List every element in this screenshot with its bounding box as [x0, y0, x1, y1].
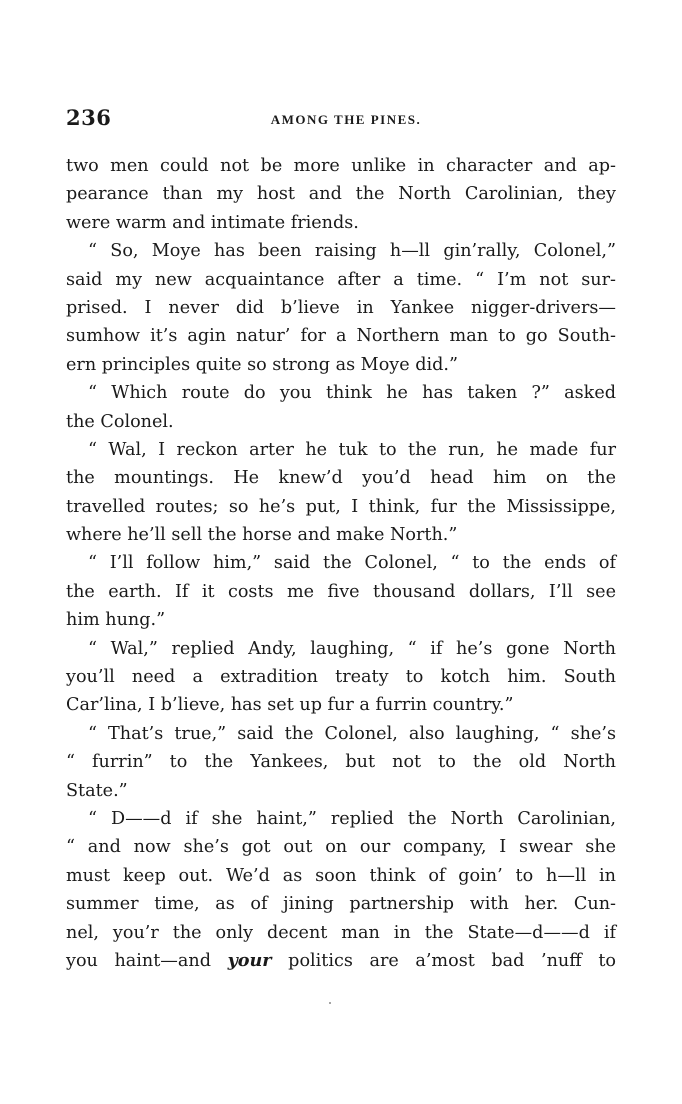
text-line: “ furrin” to the Yankees, but not to the old North	[66, 752, 616, 773]
text-line: said my new acquaintance after a time. “ I’m not sur-	[66, 269, 616, 290]
text-line: “ Wal,” replied Andy, laughing, “ if he’s gone North	[88, 638, 616, 659]
text-line: must keep out. We’d as soon think of goin’ to h—ll in	[66, 865, 616, 886]
text-line: “ I’ll follow him,” said the Colonel, “ to the ends of	[88, 553, 616, 574]
page-header	[66, 103, 616, 137]
text-line: him hung.”	[66, 610, 166, 631]
speck-mark	[329, 1002, 331, 1004]
text-line: where he’ll sell the horse and make North.”	[66, 525, 458, 546]
text-line: the Colonel.	[66, 411, 174, 432]
running-title: AMONG THE PINES.	[270, 112, 422, 127]
text-line: travelled routes; so he’s put, I think, fur the Mississippe,	[66, 496, 616, 517]
text-line: you’ll need a extradition treaty to kotch him. South	[66, 667, 616, 688]
text-line: ern principles quite so strong as Moye did.”	[66, 354, 458, 375]
text-line: nel, you’r the only decent man in the State—d——d if	[66, 922, 616, 943]
text-line: “ Wal, I reckon arter he tuk to the run, he made fur	[88, 439, 616, 460]
text-line: “ D——d if she haint,” replied the North Carolinian,	[88, 808, 616, 829]
text-line: were warm and intimate friends.	[66, 212, 359, 233]
body-text	[66, 152, 616, 975]
text-line: sumhow it’s agin natur’ for a Northern man to go South-	[66, 326, 616, 347]
text-line: “ Which route do you think he has taken ?” asked	[88, 383, 616, 404]
text-line: pearance than my host and the North Carolinian, they	[66, 184, 616, 205]
text-line: prised. I never did b’lieve in Yankee nigger-drivers—	[66, 297, 616, 318]
text-line: “ That’s true,” said the Colonel, also laughing, “ she’s	[88, 723, 616, 744]
text-line: State.”	[66, 780, 128, 801]
text-line: Car’lina, I b’lieve, has set up fur a furrin country.”	[66, 695, 514, 716]
text-line: “ and now she’s got out on our company, I swear she	[66, 837, 616, 858]
text-fragment: you haint—and	[66, 950, 228, 971]
text-line-final	[66, 947, 616, 975]
text-line: “ So, Moye has been raising h—ll gin’rally, Colonel,”	[88, 241, 616, 262]
text-line: the mountings. He knew’d you’d head him on the	[66, 468, 616, 489]
text-line: two men could not be more unlike in character and ap-	[66, 156, 616, 176]
text-line: summer time, as of jining partnership with her. Cun-	[66, 894, 616, 915]
text-fragment: politics are a’most bad ’nuff to	[271, 950, 616, 971]
page-number: 236	[66, 105, 112, 130]
emphasis-word: your	[227, 949, 272, 971]
text-line: the earth. If it costs me five thousand dollars, I’ll see	[66, 581, 616, 602]
